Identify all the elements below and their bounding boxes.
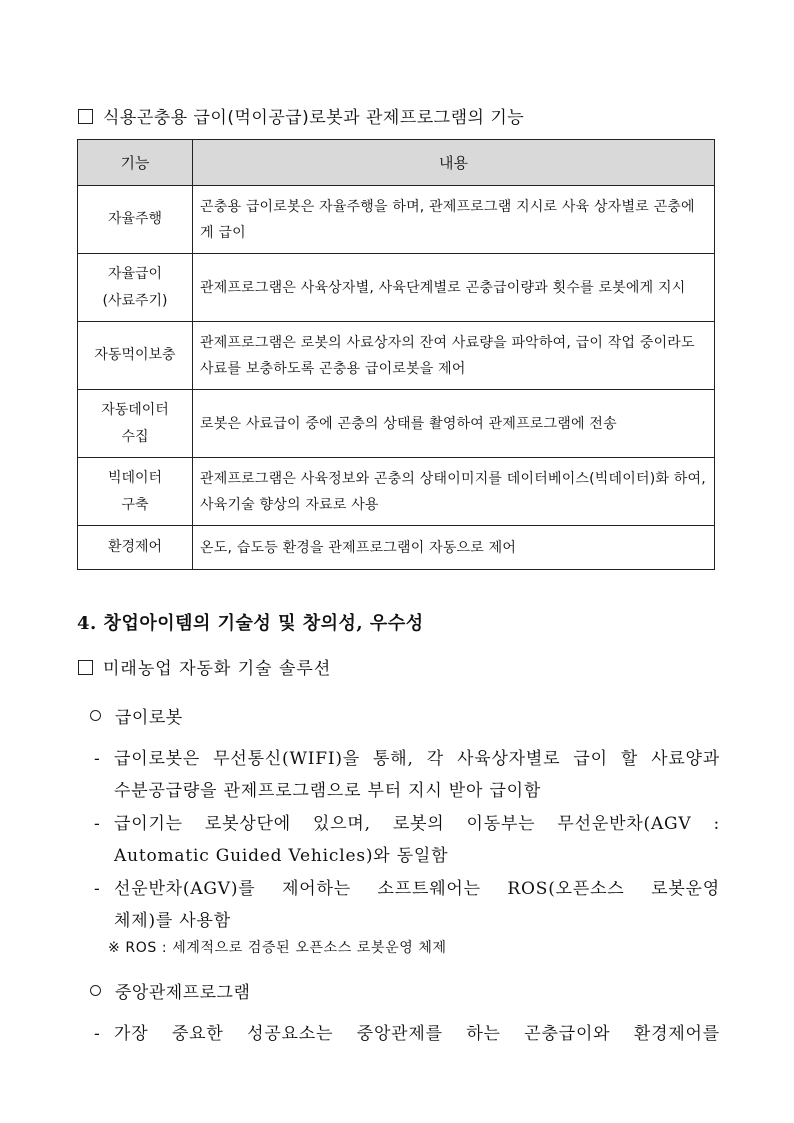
content-cell: 관제프로그램은 로봇의 사료상자의 잔여 사료량을 파악하여, 급이 작업 중이라도 사료를 보충하도록 곤충용 급이로봇을 제어 (193, 322, 715, 390)
bullet-item (90, 808, 720, 872)
function-name: 자동데이터 수집 (101, 401, 169, 445)
section-title: 4. 창업아이템의 기술성 및 창의성, 우수성 (77, 613, 424, 634)
content-cell: 로봇은 사료급이 중에 곤충의 상태를 촬영하여 관제프로그램에 전송 (193, 390, 715, 458)
function-name: 자동먹이보충 (94, 347, 176, 363)
function-cell (78, 390, 193, 458)
list-item-label: 중앙관제프로그램 (115, 983, 251, 1003)
table-row (78, 322, 715, 390)
bullet-line: 수분공급량을 관제프로그램으로 부터 지시 받아 급이함 (114, 781, 542, 801)
bullet-line: 급이기는 로봇상단에 있으며, 로봇의 이동부는 무선운반차(AGV : (114, 814, 720, 834)
circle-bullet-icon (90, 710, 101, 721)
content-cell: 온도, 습도등 환경을 관제프로그램이 자동으로 제어 (193, 526, 715, 570)
bullet-item (90, 1018, 720, 1050)
bullet-line: 가장 중요한 성공요소는 중앙관제를 하는 곤충급이와 환경제어를 (114, 1024, 720, 1044)
dash-bullet-icon: - (94, 879, 101, 899)
function-name: 빅데이터 구축 (107, 469, 163, 513)
table-heading-text: 식용곤충용 급이(먹이공급)로봇과 관제프로그램의 기능 (103, 108, 525, 128)
dash-bullet-icon: - (94, 1024, 101, 1044)
bullet-line: 급이로봇은 무선통신(WIFI)을 통해, 각 사육상자별로 급이 할 사료양과 (114, 749, 720, 769)
sub-heading (78, 654, 331, 679)
footnote: ※ ROS : 세계적으로 검증된 오픈소스 로봇운영 체제 (108, 940, 447, 956)
dash-bullet-icon: - (94, 749, 101, 769)
table-row (78, 254, 715, 322)
function-cell (78, 458, 193, 526)
function-cell (78, 186, 193, 254)
bullet-line: 체제)를 사용함 (114, 911, 231, 931)
checkbox-icon (78, 109, 93, 124)
table-heading (78, 103, 524, 128)
circle-bullet-icon (90, 985, 101, 996)
header-content: 내용 (193, 140, 715, 186)
bullet-item (90, 743, 720, 807)
table-row (78, 390, 715, 458)
table-row (78, 458, 715, 526)
table-header-row (78, 140, 715, 186)
table-row (78, 186, 715, 254)
bullet-line: 선운반차(AGV)를 제어하는 소프트웨어는 ROS(오픈소스 로봇운영 (114, 879, 720, 899)
checkbox-icon (78, 660, 93, 675)
content-cell: 관제프로그램은 사육상자별, 사육단계별로 곤충급이량과 횟수를 로봇에게 지시 (193, 254, 715, 322)
bullet-line: Automatic Guided Vehicles)와 동일함 (114, 846, 449, 866)
function-cell (78, 526, 193, 570)
function-cell (78, 322, 193, 390)
content-cell: 관제프로그램은 사육정보와 곤충의 상태이미지를 데이터베이스(빅데이터)화 하여, 사육기술 향상의 자료로 사용 (193, 458, 715, 526)
list-item (90, 703, 183, 728)
function-table (77, 139, 715, 570)
table-row (78, 526, 715, 570)
header-function: 기능 (78, 140, 193, 186)
sub-heading-text: 미래농업 자동화 기술 솔루션 (103, 659, 332, 679)
function-cell (78, 254, 193, 322)
function-name: 자율주행 (107, 211, 163, 227)
function-name: 자율급이 (사료주기) (102, 265, 168, 309)
list-item (90, 978, 250, 1003)
dash-bullet-icon: - (94, 814, 101, 834)
content-cell: 곤충용 급이로봇은 자율주행을 하며, 관제프로그램 지시로 사육 상자별로 곤충에게 급이 (193, 186, 715, 254)
list-item-label: 급이로봇 (115, 708, 183, 728)
function-name: 환경제어 (107, 539, 163, 555)
bullet-item (90, 873, 720, 937)
